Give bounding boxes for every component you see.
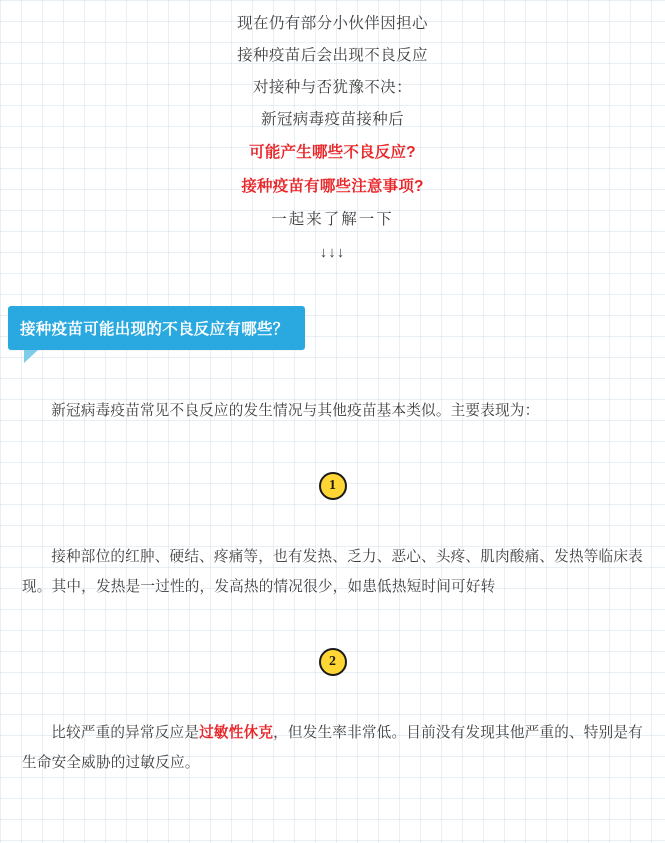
intro-highlight-2: 接种疫苗有哪些注意事项? — [241, 178, 424, 195]
list-marker-1: 1 — [319, 472, 347, 500]
item2-text-before: 比较严重的异常反应是 — [51, 725, 200, 741]
section-banner-wrap — [0, 306, 665, 350]
section-banner-label: 接种疫苗可能出现的不良反应有哪些？ — [20, 321, 289, 338]
intro-line-2: 接种疫苗后会出现不良反应 — [237, 47, 428, 64]
marker-row-1 — [0, 472, 665, 500]
banner-tail-shape — [24, 350, 38, 363]
intro-closing: 一起来了解一下 — [271, 211, 394, 228]
item2-text-after: ，但发生率非常低。目前没有发现其他严重的、特别是有生命安全威胁的过敏反应。 — [22, 725, 643, 771]
intro-line-3: 对接种与否犹豫不决： — [252, 79, 412, 96]
intro-line-4: 新冠病毒疫苗接种后 — [260, 111, 405, 128]
section-banner — [8, 306, 305, 350]
down-arrows-icon: ↓↓↓ — [319, 244, 346, 261]
intro-line-1: 现在仍有部分小伙伴因担心 — [237, 15, 428, 32]
marker-row-2 — [0, 648, 665, 676]
list-marker-2: 2 — [319, 648, 347, 676]
item-paragraph-2 — [0, 718, 665, 778]
lead-paragraph: 新冠病毒疫苗常见不良反应的发生情况与其他疫苗基本类似。主要表现为： — [51, 403, 540, 419]
item-paragraph-1: 接种部位的红肿、硬结、疼痛等，也有发热、乏力、恶心、头疼、肌肉酸痛、发热等临床表现。其中，发热是一过性的，发高热的情况很少，如患低热短时间可好转 — [22, 549, 643, 595]
item2-text-emphasis: 过敏性休克 — [199, 725, 274, 741]
intro-block — [0, 0, 665, 270]
intro-highlight-1: 可能产生哪些不良反应? — [249, 144, 416, 161]
